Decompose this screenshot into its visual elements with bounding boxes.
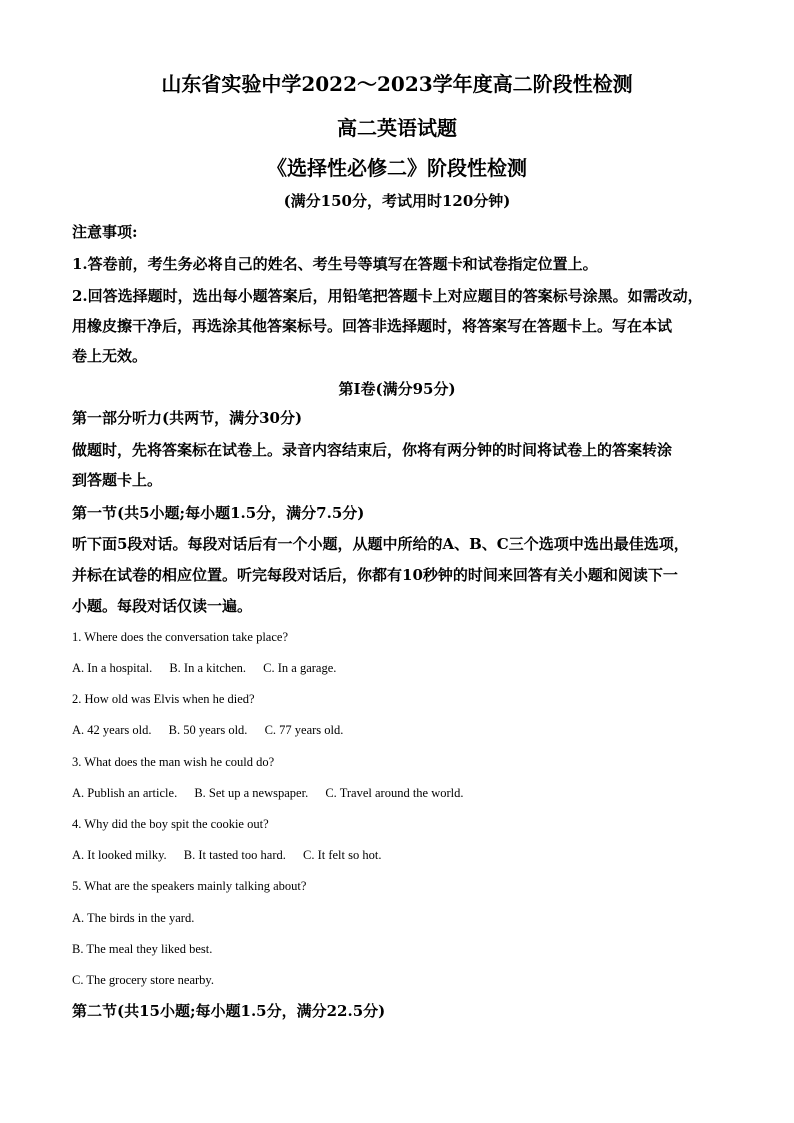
exam-subject: 高二英语试题 — [337, 116, 457, 140]
question-2: 2. How old was Elvis when he died? — [72, 692, 255, 706]
question-3: 3. What does the man wish he could do? — [72, 755, 275, 769]
option-a: A. In a hospital. — [72, 661, 153, 675]
part-1-intro-line-2: 到答题卡上。 — [72, 471, 163, 489]
volume-1-heading: 第Ⅰ卷(满分95分) — [338, 380, 456, 398]
option-c: C. 77 years old. — [264, 723, 344, 737]
exam-score-time: (满分150分，考试用时120分钟) — [283, 192, 511, 210]
notes-item-1: 1.答卷前，考生务必将自己的姓名、考生号等填写在答题卡和试卷指定位置上。 — [72, 255, 598, 273]
question-4: 4. Why did the boy spit the cookie out? — [72, 817, 269, 831]
option-a: A. 42 years old. — [72, 723, 152, 737]
option-b: B. In a kitchen. — [169, 661, 247, 675]
section-1-intro-line-1: 听下面5段对话。每段对话后有一个小题，从题中所给的A、B、C三个选项中选出最佳选项， — [72, 535, 689, 553]
question-1: 1. Where does the conversation take place? — [72, 630, 288, 644]
section-1-intro-line-2: 并标在试卷的相应位置。听完每段对话后，你都有10秒钟的时间来回答有关小题和阅读下一 — [72, 566, 678, 584]
section-1-intro-line-3: 小题。每段对话仅读一遍。 — [72, 597, 253, 615]
option-b: B. It tasted too hard. — [183, 848, 286, 862]
section-1-heading: 第一节(共5小题;每小题1.5分，满分7.5分) — [72, 504, 365, 522]
question-5-option-a: A. The birds in the yard. — [72, 911, 195, 925]
option-c: C. In a garage. — [263, 661, 337, 675]
notes-item-2-line-3: 卷上无效。 — [72, 347, 148, 365]
section-2-heading: 第二节(共15小题;每小题1.5分，满分22.5分) — [72, 1002, 386, 1020]
part-1-heading: 第一部分听力(共两节，满分30分) — [72, 409, 303, 427]
question-5-option-b: B. The meal they liked best. — [72, 942, 213, 956]
option-a: A. It looked milky. — [72, 848, 167, 862]
question-1-options — [72, 661, 350, 676]
notes-item-2-line-2: 用橡皮擦干净后，再选涂其他答案标号。回答非选择题时，将答案写在答题卡上。写在本试 — [72, 317, 673, 335]
exam-title: 山东省实验中学2022～2023学年度高二阶段性检测 — [161, 72, 633, 96]
exam-scope: 《选择性必修二》阶段性检测 — [267, 156, 527, 180]
notes-heading: 注意事项: — [72, 223, 138, 241]
option-c: C. It felt so hot. — [303, 848, 382, 862]
option-b: B. Set up a newspaper. — [194, 786, 309, 800]
question-4-options — [72, 848, 395, 863]
part-1-intro-line-1: 做题时，先将答案标在试卷上。录音内容结束后，你将有两分钟的时间将试卷上的答案转涂 — [72, 441, 673, 459]
notes-item-2-line-1: 2.回答选择题时，选出每小题答案后，用铅笔把答题卡上对应题目的答案标号涂黑。如需改动， — [72, 287, 703, 305]
option-b: B. 50 years old. — [168, 723, 248, 737]
question-2-options — [72, 723, 357, 738]
question-3-options — [72, 786, 478, 801]
option-c: C. Travel around the world. — [325, 786, 464, 800]
question-5: 5. What are the speakers mainly talking about? — [72, 879, 307, 893]
option-a: A. Publish an article. — [72, 786, 178, 800]
question-5-option-c: C. The grocery store nearby. — [72, 973, 214, 987]
